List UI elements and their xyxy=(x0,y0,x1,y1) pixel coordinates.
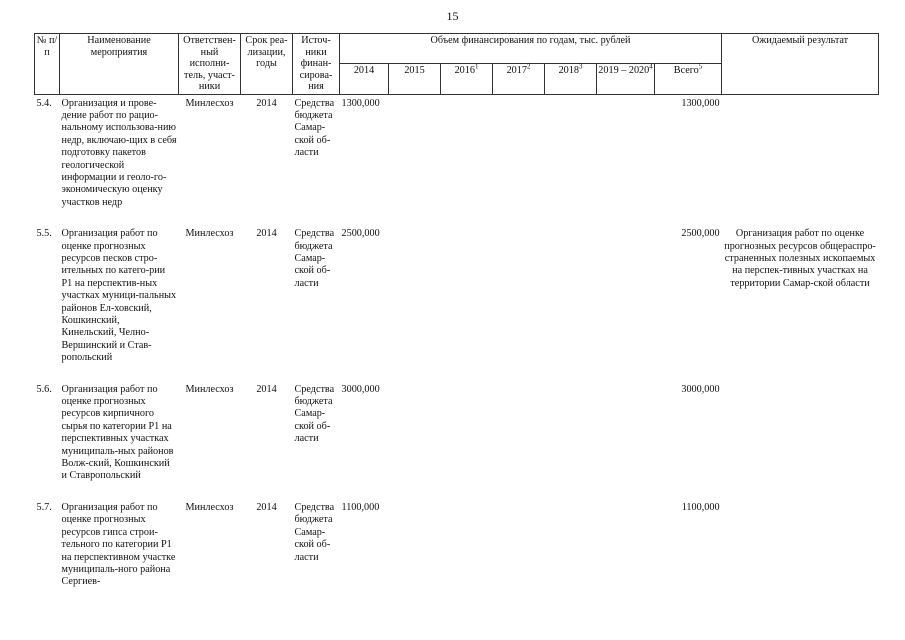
row-value-2017 xyxy=(493,225,545,380)
row-executor: Минлесхоз xyxy=(185,228,234,240)
row-value-total: 3000,000 xyxy=(681,383,720,395)
header-num: № п/п xyxy=(35,34,60,95)
row-value-total: 1300,000 xyxy=(681,97,720,109)
header-year xyxy=(441,64,493,94)
row-value-total: 2500,000 xyxy=(681,228,720,240)
row-value-2018 xyxy=(545,94,597,225)
row-value-2014: 3000,000 xyxy=(341,383,380,395)
header-term: Срок реа-лизации, годы xyxy=(241,34,293,95)
row-value-2018 xyxy=(545,381,597,499)
row-num: 5.7. xyxy=(36,501,52,513)
program-table xyxy=(34,33,879,605)
header-source: Источ-ники финан-сирова-ния xyxy=(293,34,340,95)
year-label: 2019 – 2020 xyxy=(598,65,650,77)
row-executor: Минлесхоз xyxy=(185,501,234,513)
row-value-2016 xyxy=(441,381,493,499)
row-value-2015 xyxy=(389,499,441,605)
total-footnote: 5 xyxy=(698,62,703,71)
year-label: 2017 xyxy=(506,65,527,77)
row-value-2019-2020 xyxy=(597,225,655,380)
row-value-2018 xyxy=(545,225,597,380)
row-source: Средства бюджета Самар-ской об-ласти xyxy=(294,383,335,445)
row-name: Организация работ по оценке прогнозных ресурсов гипса строи-тельного по категории P1 на перспективном участке муниципаль-ного района Сергиев- xyxy=(61,501,176,588)
row-value-2015 xyxy=(389,94,441,225)
row-result xyxy=(722,499,879,605)
row-num: 5.6. xyxy=(36,383,52,395)
row-source: Средства бюджета Самар-ской об-ласти xyxy=(294,228,335,289)
row-value-2014: 2500,000 xyxy=(341,228,380,240)
row-value-2016 xyxy=(441,225,493,380)
total-label: Всего xyxy=(673,65,699,77)
table-row xyxy=(35,499,879,605)
row-name: Организация работ по оценке прогнозных ресурсов кирпичного сырья по категории P1 на перспективных участках муниципаль-ных районов Волж-ский, Кошкинский и Ставропольский xyxy=(61,383,174,482)
row-value-2016 xyxy=(441,94,493,225)
row-value-2017 xyxy=(493,94,545,225)
table-row xyxy=(35,381,879,499)
table-row xyxy=(35,94,879,225)
header-name: Наименование мероприятия xyxy=(60,34,179,95)
table-row xyxy=(35,225,879,380)
row-value-2018 xyxy=(545,499,597,605)
year-footnote: 2 xyxy=(526,62,531,71)
row-value-2017 xyxy=(493,499,545,605)
header-year xyxy=(545,64,597,94)
year-label: 2014 xyxy=(353,65,375,77)
row-value-2019-2020 xyxy=(597,94,655,225)
row-num: 5.4. xyxy=(36,97,52,109)
year-label: 2015 xyxy=(404,65,425,77)
year-label: 2016 xyxy=(454,65,475,77)
header-executor: Ответствен-ный исполни-тель, участ-ники xyxy=(179,34,241,95)
header-year xyxy=(340,64,389,94)
row-name: Организация и прове-дение работ по рацио-нальному использова-нию недр, включаю-щих в себя подготовку пакетов геологической информации и геоло-го-экономическую оценку участков недр xyxy=(61,97,177,208)
row-value-2019-2020 xyxy=(597,381,655,499)
row-value-total: 1100,000 xyxy=(681,501,720,513)
header-year xyxy=(389,64,441,94)
header-total xyxy=(655,64,722,94)
row-term: 2014 xyxy=(256,228,277,240)
row-value-2014: 1300,000 xyxy=(341,97,380,109)
row-result xyxy=(722,94,879,225)
row-value-2015 xyxy=(389,225,441,380)
row-term: 2014 xyxy=(256,383,277,395)
row-source: Средства бюджета Самар-ской об-ласти xyxy=(294,501,335,563)
year-footnote: 1 xyxy=(474,62,479,71)
header-year xyxy=(597,64,655,94)
row-term: 2014 xyxy=(256,501,277,513)
row-name: Организация работ по оценке прогнозных ресурсов песков стро-ительных по катего-рии P1 на перспектив-ных участках муници-пальных районов Ел-ховский, Кошкинский, Кинельский, Челно-Вершинский и Став-ропольский xyxy=(61,228,177,364)
row-result xyxy=(722,381,879,499)
header-year xyxy=(493,64,545,94)
row-value-2016 xyxy=(441,499,493,605)
header-funding: Объем финансирования по годам, тыс. рублей xyxy=(340,34,722,64)
year-footnote: 4 xyxy=(649,62,653,71)
row-result: Организация работ по оценке прогнозных ресурсов общераспро-страненных полезных ископаемых на перспек-тивных участках на территории Самар-ской области xyxy=(724,228,876,289)
row-num: 5.5. xyxy=(36,228,52,240)
year-label: 2018 xyxy=(558,65,579,77)
row-executor: Минлесхоз xyxy=(185,97,234,109)
page-number: 15 xyxy=(446,9,459,23)
row-executor: Минлесхоз xyxy=(185,383,234,395)
row-value-2017 xyxy=(493,381,545,499)
row-term: 2014 xyxy=(256,97,277,109)
row-value-2015 xyxy=(389,381,441,499)
row-source: Средства бюджета Самар-ской об-ласти xyxy=(294,97,335,159)
header-result: Ожидаемый результат xyxy=(722,34,879,95)
row-value-2014: 1100,000 xyxy=(341,501,380,513)
row-value-2019-2020 xyxy=(597,499,655,605)
year-footnote: 3 xyxy=(578,62,583,71)
